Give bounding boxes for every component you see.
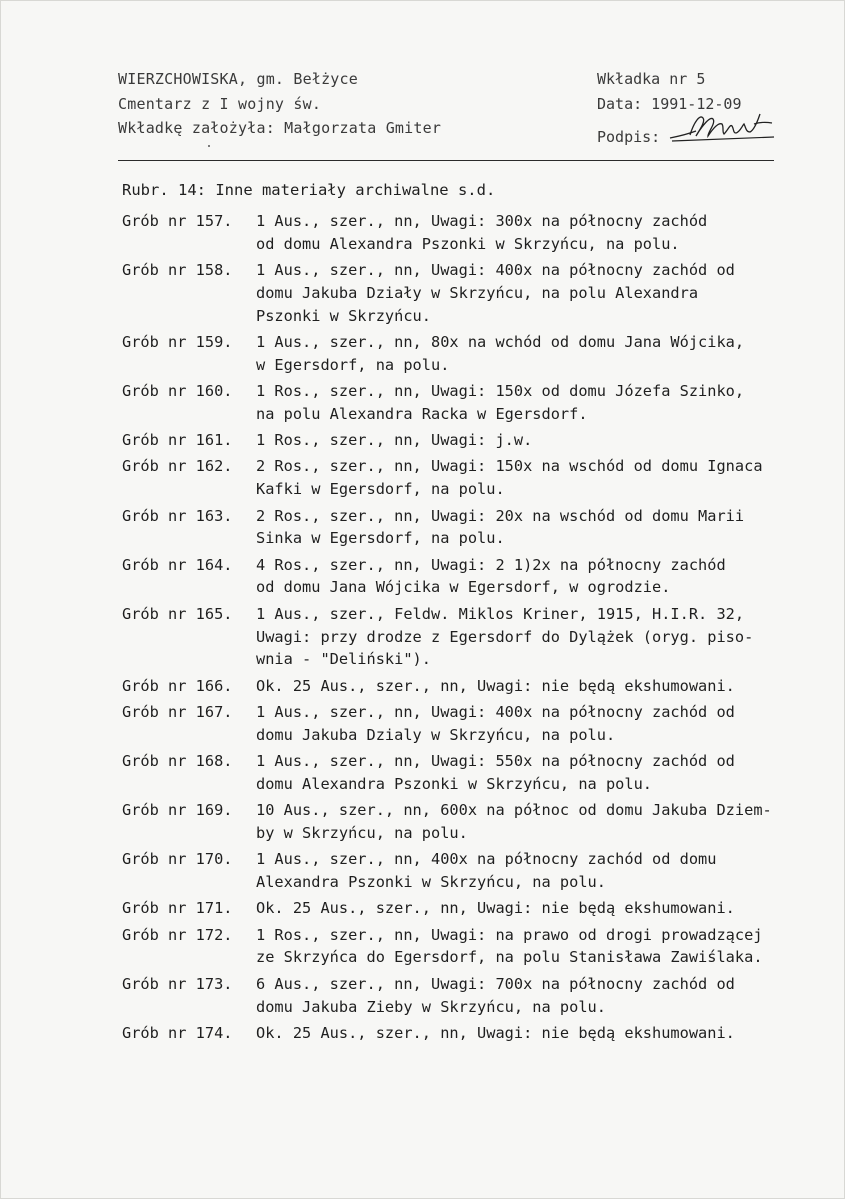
grave-description <box>256 429 837 452</box>
grave-number: Grób nr 162. <box>122 457 233 476</box>
author-line: Wkładkę założyła: Małgorzata Gmiter <box>118 119 442 137</box>
grave-description <box>256 799 837 845</box>
grave-entry <box>122 331 837 377</box>
grave-number: Grób nr 161. <box>122 431 233 450</box>
grave-number: Grób nr 168. <box>122 752 233 771</box>
description-line: domu Jakuba Zieby w Skrzyńcu, na polu. <box>256 997 606 1016</box>
description-line: 4 Ros., szer., nn, Uwagi: 2 1)2x na północny zachód <box>256 555 726 574</box>
description-line: Ok. 25 Aus., szer., nn, Uwagi: nie będą ekshumowani. <box>256 899 735 918</box>
header-left <box>118 67 441 141</box>
grave-description <box>256 380 837 426</box>
grave-entry <box>122 897 837 920</box>
description-line: 1 Ros., szer., nn, Uwagi: na prawo od drogi prowadzącej <box>256 925 763 944</box>
cemetery-line: Cmentarz z I wojny św. <box>118 94 322 113</box>
grave-number: Grób nr 171. <box>122 899 233 918</box>
grave-description <box>256 897 837 920</box>
grave-description <box>256 750 837 796</box>
grave-number: Grób nr 174. <box>122 1023 233 1042</box>
grave-entry <box>122 455 837 501</box>
grave-entry <box>122 505 837 551</box>
grave-description <box>256 331 837 377</box>
grave-description <box>256 701 837 747</box>
description-line: 2 Ros., szer., nn, Uwagi: 20x na wschód od domu Marii <box>256 506 745 525</box>
description-line: Kafki w Egersdorf, na polu. <box>256 480 505 499</box>
grave-number: Grób nr 167. <box>122 702 233 721</box>
grave-number: Grób nr 169. <box>122 801 233 820</box>
grave-entry <box>122 675 837 698</box>
description-line: 1 Ros., szer., nn, Uwagi: j.w. <box>256 431 533 450</box>
description-line: Alexandra Pszonki w Skrzyńcu, na polu. <box>256 873 606 892</box>
description-line: 1 Ros., szer., nn, Uwagi: 150x od domu Józefa Szinko, <box>256 382 745 401</box>
grave-description <box>256 848 837 894</box>
insert-number-line: Wkładka nr 5 <box>597 70 706 88</box>
description-line: 6 Aus., szer., nn, Uwagi: 700x na północny zachód od <box>256 974 735 993</box>
grave-entry <box>122 1022 837 1045</box>
grave-number: Grób nr 173. <box>122 974 233 993</box>
description-line: domu Alexandra Pszonki w Skrzyńcu, na polu. <box>256 774 653 793</box>
grave-description <box>256 259 837 327</box>
header-divider <box>118 160 774 161</box>
description-line: Pszonki w Skrzyńcu. <box>256 306 431 325</box>
grave-number: Grób nr 170. <box>122 850 233 869</box>
description-line: 1 Aus., szer., nn, Uwagi: 550x na północny zachód od <box>256 752 735 771</box>
grave-entry <box>122 380 837 426</box>
grave-entry <box>122 603 837 671</box>
grave-entry <box>122 210 837 256</box>
grave-entry <box>122 973 837 1019</box>
grave-number: Grób nr 166. <box>122 676 233 695</box>
header-right <box>597 67 778 158</box>
grave-entry <box>122 799 837 845</box>
grave-number: Grób nr 172. <box>122 925 233 944</box>
description-line: Sinka w Egersdorf, na polu. <box>256 529 505 548</box>
grave-entry <box>122 429 837 452</box>
grave-description <box>256 210 837 256</box>
grave-number: Grób nr 158. <box>122 261 233 280</box>
locality-line: WIERZCHOWISKA, gm. Bełżyce <box>118 70 358 88</box>
grave-description <box>256 505 837 551</box>
grave-number: Grób nr 157. <box>122 212 233 230</box>
grave-entry <box>122 924 837 970</box>
grave-description <box>256 675 837 698</box>
grave-entry <box>122 750 837 796</box>
description-line: Ok. 25 Aus., szer., nn, Uwagi: nie będą ekshumowani. <box>256 676 735 695</box>
handwritten-signature <box>666 110 778 152</box>
description-line: 2 Ros., szer., nn, Uwagi: 150x na wschód od domu Ignaca <box>256 457 763 476</box>
description-line: Ok. 25 Aus., szer., nn, Uwagi: nie będą ekshumowani. <box>256 1023 735 1042</box>
grave-number: Grób nr 165. <box>122 604 233 623</box>
grave-number: Grób nr 164. <box>122 555 233 574</box>
description-line: wnia - "Deliński"). <box>256 650 431 669</box>
description-line: 1 Aus., szer., nn, Uwagi: 400x na północny zachód od <box>256 261 735 280</box>
grave-number: Grób nr 159. <box>122 332 233 351</box>
grave-entry <box>122 554 837 600</box>
description-line: od domu Alexandra Pszonki w Skrzyńcu, na polu. <box>256 234 680 253</box>
grave-entry <box>122 259 837 327</box>
description-line: 1 Aus., szer., Feldw. Miklos Kriner, 1915, H.I.R. 32, <box>256 604 745 623</box>
signature-row <box>597 116 778 158</box>
description-line: 1 Aus., szer., nn, Uwagi: 400x na północny zachód od <box>256 702 735 721</box>
signature-label: Podpis: <box>597 127 661 146</box>
description-line: 1 Aus., szer., nn, Uwagi: 300x na północny zachód <box>256 212 708 230</box>
grave-description <box>256 603 837 671</box>
description-line: domu Jakuba Dzialy w Skrzyńcu, na polu. <box>256 725 616 744</box>
description-line: na polu Alexandra Racka w Egersdorf. <box>256 404 588 423</box>
description-line: w Egersdorf, na polu. <box>256 355 450 374</box>
description-line: od domu Jana Wójcika w Egersdorf, w ogrodzie. <box>256 578 671 597</box>
description-line: 1 Aus., szer., nn, 80x na wchód od domu Jana Wójcika, <box>256 332 745 351</box>
description-line: ze Skrzyńca do Egersdorf, na polu Stanisława Zawiślaka. <box>256 948 763 967</box>
date-line: Data: 1991-12-09 <box>597 94 742 113</box>
ink-speck <box>208 145 210 147</box>
grave-entries <box>122 210 837 1048</box>
grave-description <box>256 924 837 970</box>
grave-description <box>256 554 837 600</box>
description-line: 1 Aus., szer., nn, 400x na północny zachód od domu <box>256 850 717 869</box>
rubric-heading: Rubr. 14: Inne materiały archiwalne s.d. <box>122 181 496 199</box>
description-line: domu Jakuba Działy w Skrzyńcu, na polu Alexandra <box>256 283 699 302</box>
grave-entry <box>122 848 837 894</box>
grave-number: Grób nr 163. <box>122 506 233 525</box>
grave-entry <box>122 701 837 747</box>
grave-number: Grób nr 160. <box>122 382 233 401</box>
description-line: Uwagi: przy drodze z Egersdorf do Dylążek (oryg. piso- <box>256 627 754 646</box>
grave-description <box>256 455 837 501</box>
grave-description <box>256 973 837 1019</box>
grave-description <box>256 1022 837 1045</box>
description-line: 10 Aus., szer., nn, 600x na północ od domu Jakuba Dziem- <box>256 801 772 820</box>
description-line: by w Skrzyńcu, na polu. <box>256 823 468 842</box>
